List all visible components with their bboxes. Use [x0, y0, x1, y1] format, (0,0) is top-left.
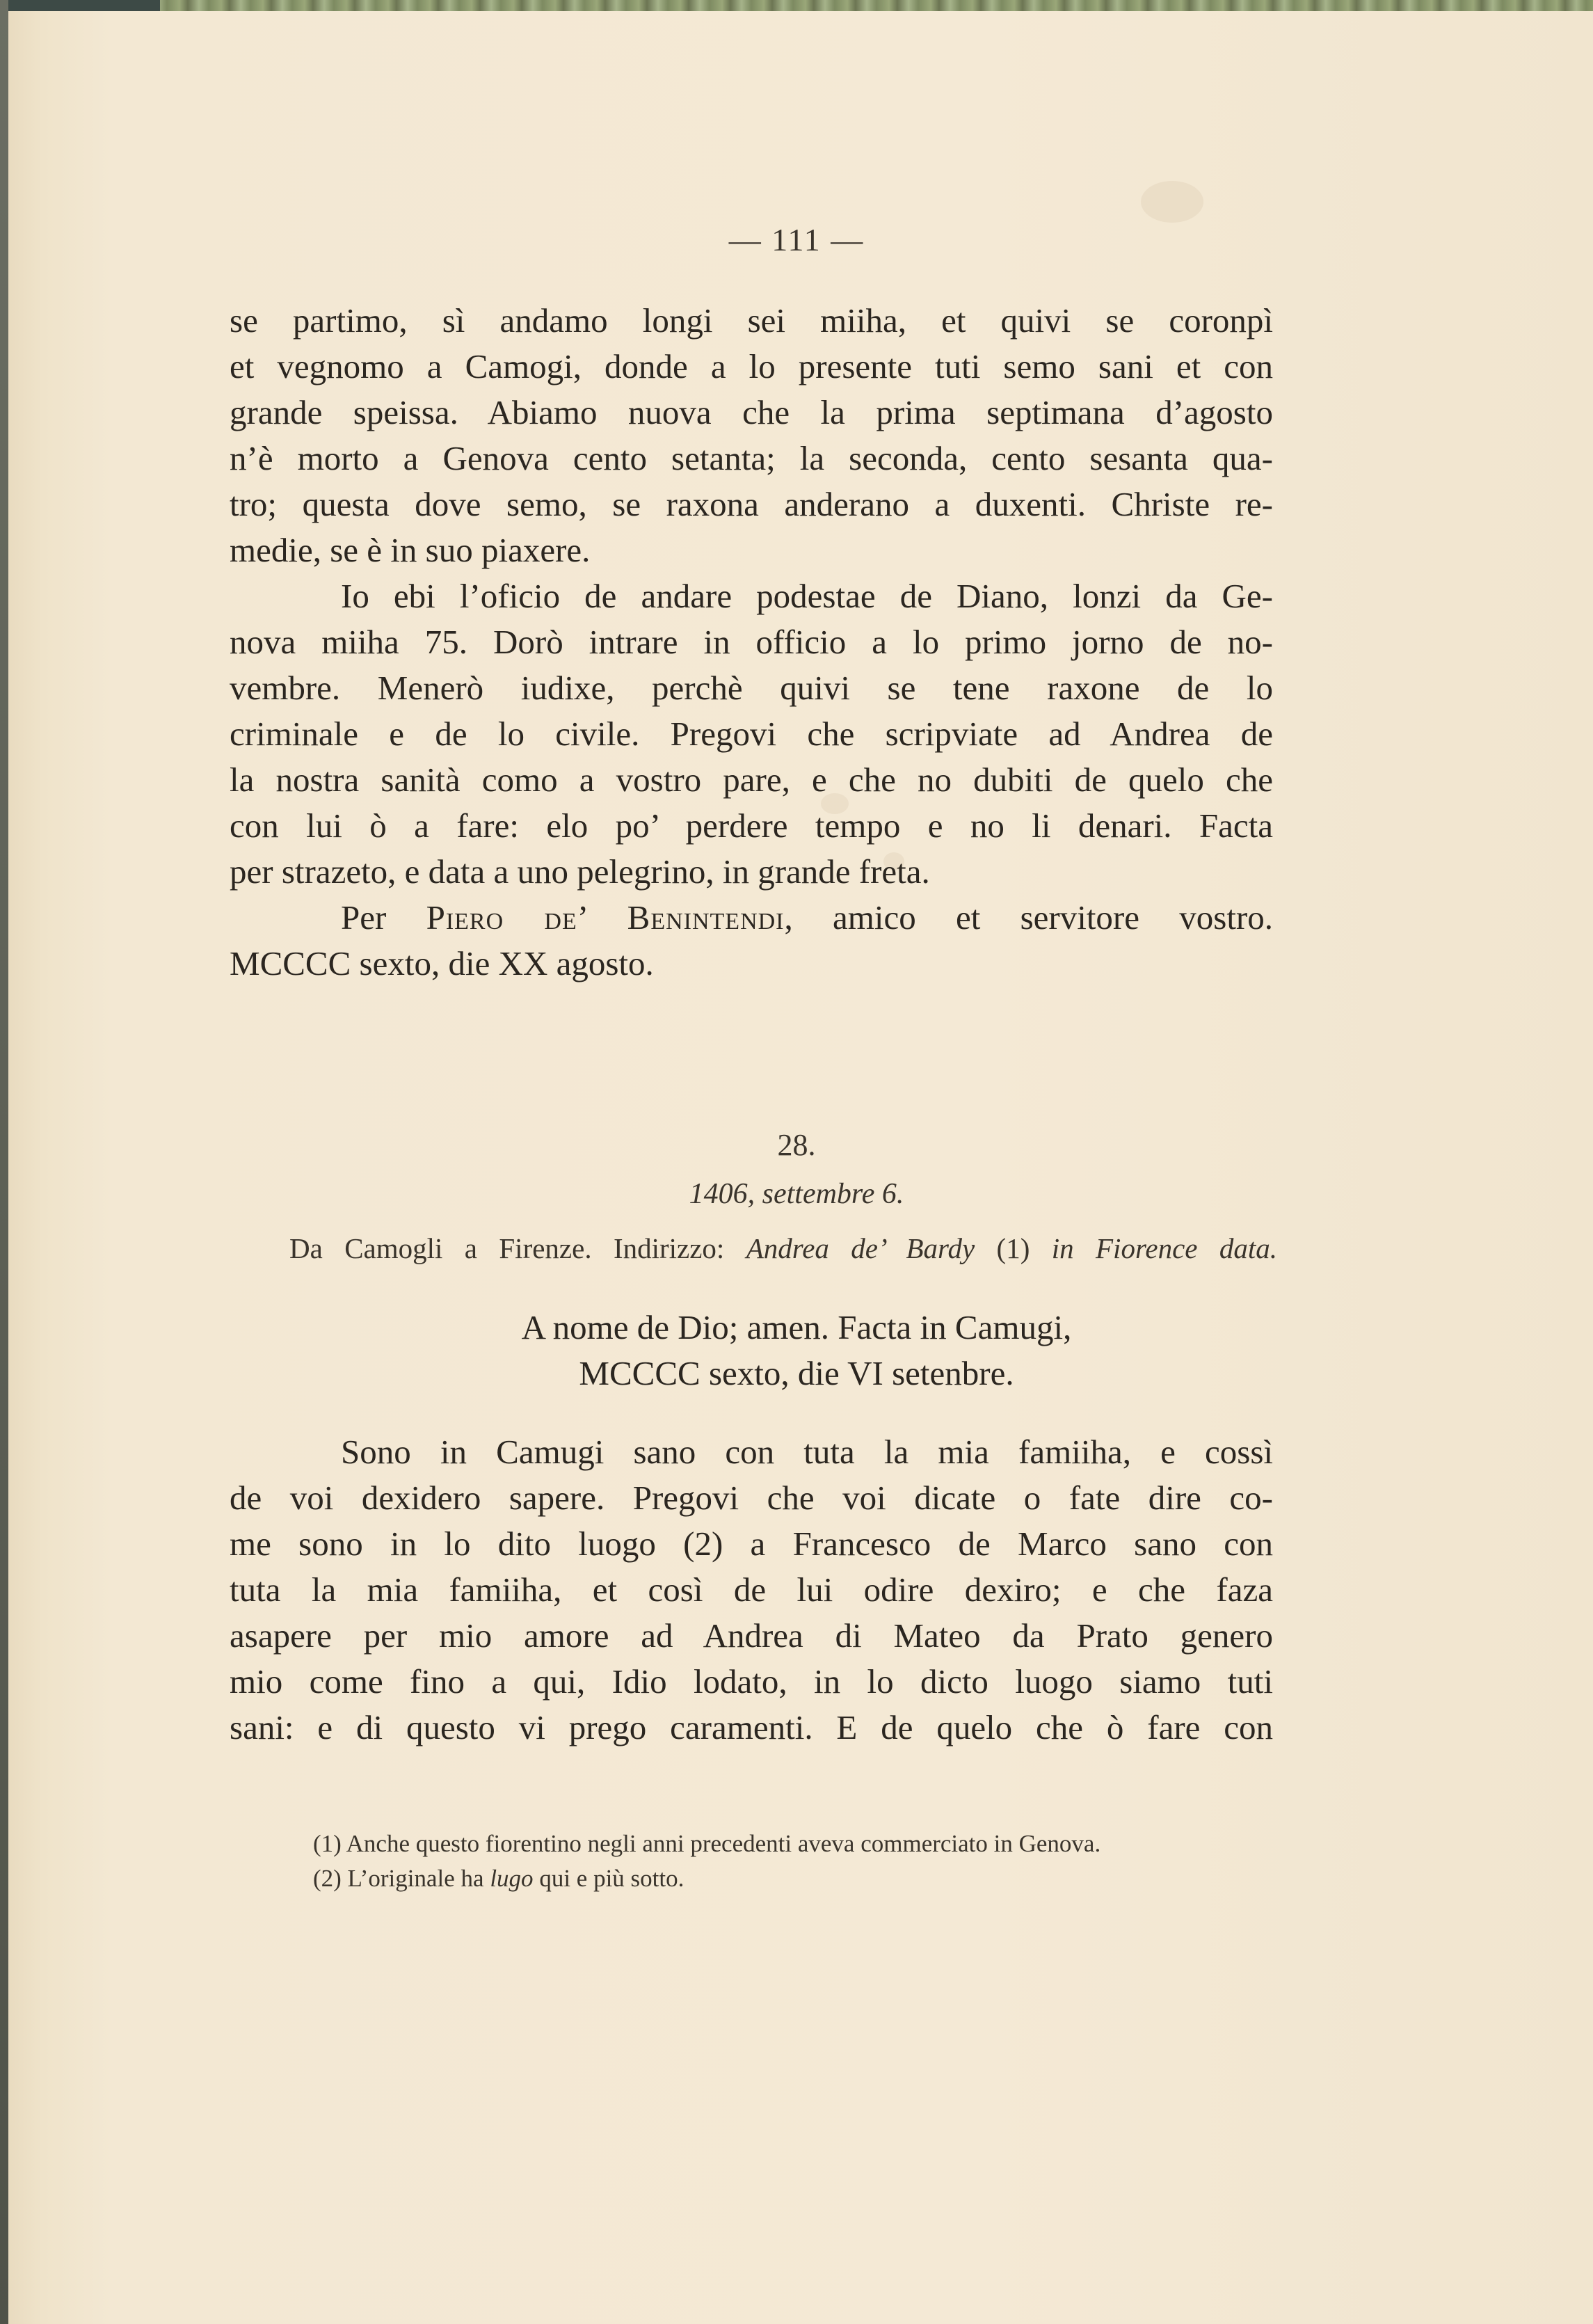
footnote-2-prefix: (2) L’originale ha [313, 1865, 490, 1892]
text-line: mio come fino a qui, Idio lodato, in lo dicto luogo siamo tuti [230, 1662, 1273, 1701]
heading-line: A nome de Dio; amen. Facta in Camugi, [521, 1308, 1072, 1346]
page-top-edge [0, 0, 1593, 11]
footnotes [313, 1826, 1287, 1896]
letter-number: 28. [777, 1128, 816, 1162]
footnote-2-suffix: qui e più sotto. [533, 1865, 685, 1892]
address-recipient: Andrea de’ Bardy [746, 1232, 975, 1264]
signature-prefix: Per [341, 898, 426, 937]
text-line: sani: e di questo vi prego caramenti. E de quelo che ò fare con [230, 1708, 1273, 1746]
heading-line: MCCCC sexto, die VI setenbre. [579, 1354, 1014, 1392]
text-line: et vegnomo a Camogi, donde a lo presente tuti semo sani et con [230, 347, 1273, 385]
continuation-text [230, 298, 1273, 987]
text-line: con lui ò a fare: elo po’ perdere tempo e no li denari. Facta [230, 806, 1273, 845]
text-line: medie, se è in suo piaxere. [230, 531, 591, 569]
page-number: — 111 — [728, 222, 865, 257]
text-line: asapere per mio amore ad Andrea di Mateo da Prato genero [230, 1616, 1273, 1655]
text-line: vembre. Menerò iudixe, perchè quivi se tene raxone de lo [230, 669, 1273, 707]
footnote-2 [313, 1861, 1287, 1896]
address-destination: in Fiorence data. [1051, 1232, 1277, 1264]
signature-name: Piero de’ Benintendi [426, 898, 785, 937]
text-line: de voi dexidero sapere. Pregovi che voi dicate o fate dire co- [230, 1479, 1273, 1517]
signature-line [230, 895, 1273, 941]
closing-date-line: MCCCC sexto, die XX agosto. [230, 944, 654, 982]
address-route: Da Camogli a Firenze. Indirizzo: [289, 1232, 746, 1264]
page-top-edge-dark [0, 0, 160, 11]
letter-body [230, 1429, 1273, 1751]
paper-stain [1141, 181, 1203, 223]
text-line: per strazeto, e data a uno pelegrino, in grande freta. [230, 852, 930, 891]
text-line: n’è morto a Genova cento setanta; la seconda, cento sesanta qua- [230, 439, 1273, 477]
address-note-ref: (1) [975, 1232, 1052, 1264]
text-line: Sono in Camugi sano con tuta la mia famiiha, e cossì [341, 1433, 1273, 1471]
letter-date: 1406, settembre 6. [689, 1178, 904, 1210]
text-line: tro; questa dove semo, se raxona anderano a duxenti. Christe re- [230, 485, 1273, 523]
text-line: me sono in lo dito luogo (2) a Francesco de Marco sano con [230, 1525, 1273, 1563]
text-line: grande speissa. Abiamo nuova che la prima septimana d’agosto [230, 393, 1273, 431]
text-line: criminale e de lo civile. Pregovi che scripviate ad Andrea de [230, 715, 1273, 753]
letter-heading [0, 1305, 1593, 1396]
text-line: la nostra sanità como a vostro pare, e che no dubiti de quelo che [230, 761, 1273, 799]
footnote-1: (1) Anche questo fiorentino negli anni precedenti aveva commerciato in Genova. [313, 1830, 1101, 1857]
footnote-2-italic: lugo [490, 1865, 534, 1892]
text-line: se partimo, sì andamo longi sei miiha, et quivi se coronpì [230, 301, 1273, 340]
signature-suffix: , amico et servitore vostro. [784, 898, 1273, 937]
text-line: nova miiha 75. Dorò intrare in officio a lo primo jorno de no- [230, 623, 1273, 661]
text-line: tuta la mia famiiha, et così de lui odire dexiro; e che faza [230, 1570, 1273, 1609]
text-line: Io ebi l’oficio de andare podestae de Diano, lonzi da Ge- [341, 577, 1273, 615]
letter-address [289, 1232, 1277, 1265]
